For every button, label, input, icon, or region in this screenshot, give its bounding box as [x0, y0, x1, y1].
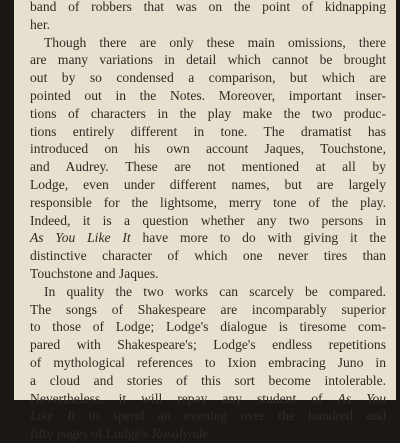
text-line	[30, 158, 386, 176]
text-line	[30, 318, 386, 336]
text-run: her.	[30, 16, 51, 32]
text-run: .	[208, 426, 212, 442]
text-run: tions of characters in the play make the two produc-	[30, 105, 386, 121]
text-run: introduced on his own account Jaques, Touchstone,	[30, 141, 386, 157]
text-line	[30, 105, 386, 123]
text-line	[30, 123, 386, 141]
text-line	[30, 354, 386, 372]
text-line	[30, 34, 386, 52]
text-line	[30, 301, 386, 319]
italic-title: As You	[337, 390, 386, 406]
text-run: band of robbers that was on the point of kidnapping	[30, 0, 386, 14]
paragraph	[30, 283, 386, 443]
italic-title: As You Like It	[30, 230, 131, 246]
text-run: Nevertheless, it will repay any student of	[30, 390, 338, 406]
text-line	[30, 247, 386, 265]
text-line	[30, 212, 386, 230]
text-run: Though there are only these main omissions, there	[44, 34, 386, 50]
text-line	[30, 69, 386, 87]
text-run: have more to do with giving it the	[130, 230, 386, 246]
text-run: Lodge, even under different names, but are largely	[30, 176, 386, 192]
text-line	[30, 336, 386, 354]
text-run: pointed out in the Notes. Moreover, important inser-	[30, 87, 386, 103]
text-line	[30, 265, 386, 283]
text-line	[30, 0, 386, 16]
text-line	[30, 283, 386, 301]
text-run: out by so condensed a comparison, but which are	[30, 70, 386, 86]
text-run: fifty pages of Lodge's	[30, 426, 152, 442]
text-line	[30, 425, 386, 443]
text-run: Touchstone and Jaques.	[30, 265, 159, 281]
text-line	[30, 372, 386, 390]
text-run: distinctive character of which one never tires than	[30, 248, 386, 264]
italic-title: Rosalynde	[151, 426, 209, 442]
text-run: of mythological references to Ixion embracing Juno in	[30, 354, 386, 370]
text-run: and Audrey. These are not mentioned at all by	[30, 159, 386, 175]
text-line	[30, 176, 386, 194]
text-run: to spend an evening over the hundred and	[75, 408, 386, 424]
text-run: are many variations in detail which cannot be brought	[30, 52, 386, 68]
text-run: The songs of Shakespeare are incomparably superior	[30, 301, 386, 317]
text-line	[30, 407, 386, 425]
text-line	[30, 16, 386, 34]
paragraph	[30, 34, 386, 283]
text-run: tions entirely different in tone. The dramatist has	[30, 123, 386, 139]
text-line	[30, 87, 386, 105]
italic-title: Like It	[30, 408, 76, 424]
text-run: Indeed, it is a question whether any two persons in	[30, 212, 386, 228]
text-run: pared with Shakespeare's; Lodge's endless repetitions	[30, 337, 386, 353]
text-line	[30, 390, 386, 408]
text-run: responsible for the lightsome, merry tone of the play.	[30, 194, 386, 210]
text-line	[30, 51, 386, 69]
book-page	[14, 0, 396, 442]
text-run: In quality the two works can scarcely be compared.	[44, 283, 386, 299]
paragraph	[30, 0, 386, 34]
text-line	[30, 194, 386, 212]
text-run: a cloud and stories of this sort become intolerable.	[30, 372, 386, 388]
page-text	[30, 0, 386, 443]
text-line	[30, 229, 386, 247]
text-line	[30, 140, 386, 158]
text-run: to those of Lodge; Lodge's dialogue is tiresome com-	[30, 319, 386, 335]
